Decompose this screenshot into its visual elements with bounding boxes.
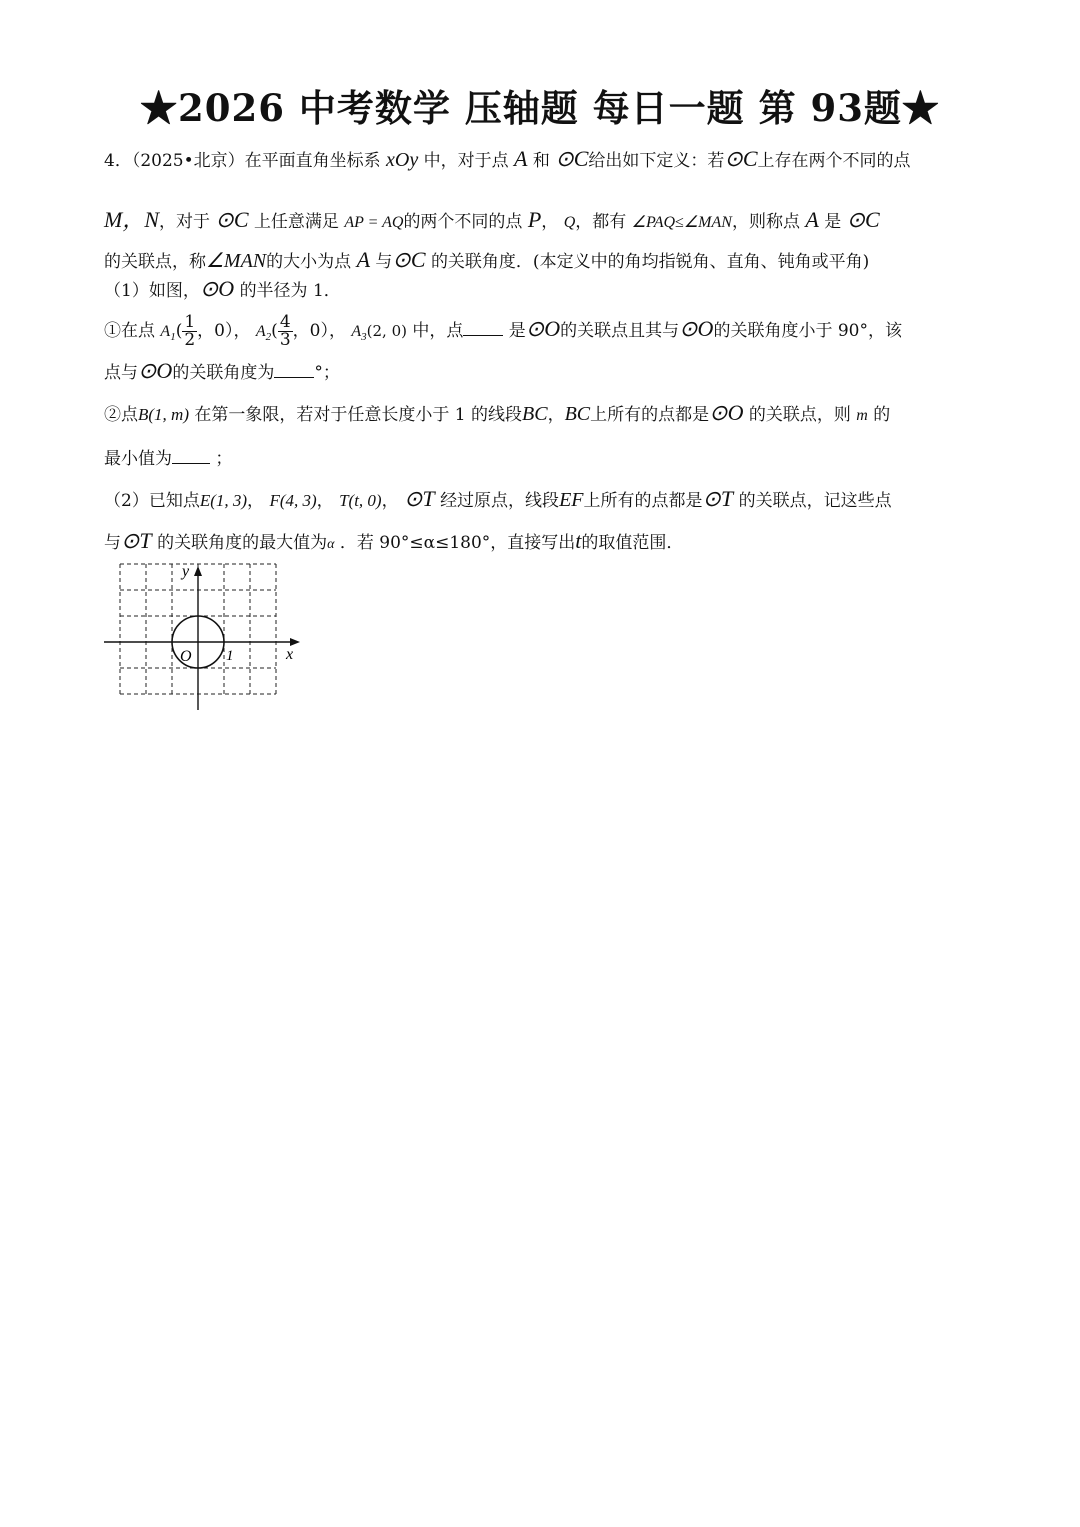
coordinate-grid-figure: [100, 562, 310, 714]
point-A: A: [514, 146, 528, 171]
equation-AP-AQ: AP = AQ: [344, 214, 404, 231]
part-2-line-2: [104, 528, 984, 554]
subscript: 3: [361, 331, 367, 344]
x-axis-arrow: [290, 638, 300, 646]
circle-T: ⊙T: [702, 486, 734, 511]
numerator: 1: [184, 312, 196, 332]
angle-MAN: ∠MAN: [206, 250, 267, 272]
text-segment: 的大小为点: [266, 252, 352, 272]
text-segment: ，: [541, 212, 559, 232]
text-segment: 的关联点，记这些点: [738, 491, 892, 511]
points-MN: M，N: [104, 207, 160, 232]
point-A2: [255, 323, 272, 344]
coord-system: xOy: [386, 149, 419, 171]
circle-C: ⊙C: [846, 207, 880, 232]
text-segment: 上任意满足: [253, 212, 339, 232]
angle-inequality: ∠PAQ≤∠MAN: [631, 214, 732, 231]
variable-alpha: α: [327, 537, 335, 552]
text-segment: ，: [381, 491, 399, 511]
text-segment: 的半径为 1．: [239, 281, 341, 301]
text-segment: 在第一象限，若对于任意长度小于 1 的线段: [194, 405, 523, 425]
text-segment: 和: [532, 151, 550, 171]
text-segment: 的关联点且其与: [560, 321, 680, 341]
label: A: [160, 323, 171, 340]
numerator: 4: [279, 312, 291, 332]
circle-O: ⊙O: [138, 358, 173, 383]
text-segment: 上所有的点都是: [590, 405, 710, 425]
text-segment: 的: [873, 405, 891, 425]
text-segment: （1）如图，: [104, 281, 200, 301]
text-segment: 上所有的点都是: [583, 491, 703, 511]
text-segment: ；: [215, 449, 233, 469]
text-segment: ①在点: [104, 321, 155, 341]
circle-C: ⊙C: [215, 207, 249, 232]
text-segment: 在平面直角坐标系: [244, 151, 381, 171]
point-E: E(1, 3): [199, 491, 248, 510]
text-segment: 的关联点，称: [104, 252, 206, 272]
tick-label-1: 1: [226, 648, 234, 664]
fraction-A2: [278, 314, 293, 349]
y-axis-arrow: [194, 566, 202, 576]
question-2-line-2: [104, 444, 984, 469]
variable-t: t: [575, 528, 582, 553]
circle-T: ⊙T: [121, 528, 152, 553]
text-segment: 的关联角度为: [172, 363, 275, 383]
question-1-line-1: ①在点 $A_1$( $\frac{1}{2}$ ，0）， $A_2$( $\frac{4}{3}$ ，0）， $A_3(2$, 0) 中，点 是⊙O的关联点且其与⊙O的关联角度小于 90°，该: [104, 312, 902, 350]
answer-blank-3[interactable]: [172, 449, 210, 464]
circle-O: ⊙O: [199, 276, 235, 301]
problem-number: 4．: [104, 151, 132, 171]
coordinate: (2, 0): [366, 322, 407, 340]
text-segment: 的关联角度的最大值为: [157, 533, 328, 553]
variable-m: m: [856, 407, 868, 424]
point-T: T(t, 0): [339, 491, 382, 510]
problem-source: （2025•北京）: [131, 151, 245, 171]
text-segment: （2）已知点: [104, 491, 200, 511]
text-segment: ，: [547, 405, 565, 425]
subscript: 1: [170, 331, 176, 344]
y-axis-label: y: [182, 563, 190, 580]
label: A: [351, 323, 362, 340]
text-segment: 中，对于点: [423, 151, 509, 171]
part-2-line-1: [104, 486, 984, 512]
text-segment: ②点: [104, 405, 138, 425]
point-A3: [351, 323, 367, 344]
circle-O: ⊙O: [525, 316, 561, 341]
text-segment: 是: [824, 212, 842, 232]
question-2-line-1: [104, 400, 984, 426]
denominator: 3: [279, 330, 291, 350]
point-A: A: [805, 207, 819, 232]
text-segment: ，则称点: [731, 212, 800, 232]
text-segment: 的两个不同的点: [403, 212, 523, 232]
text-segment: ，: [316, 491, 334, 511]
part-1-intro: [104, 276, 984, 302]
page-title: ★2026 中考数学 压轴题 每日一题 第 93题★: [140, 86, 940, 130]
text-segment: ．若 90°≤α≤180°，直接写出: [339, 533, 576, 553]
text-segment: ，: [247, 491, 265, 511]
question-1-line-2: [104, 358, 984, 384]
text-segment: ，对于: [159, 212, 211, 232]
circle-C: ⊙C: [392, 247, 426, 272]
label: A: [255, 323, 266, 340]
circle-C: ⊙C: [555, 146, 589, 171]
segment-BC: BC: [564, 403, 591, 425]
subscript: 2: [265, 331, 272, 344]
point-A: A: [356, 247, 371, 272]
segment-BC: BC: [522, 403, 548, 425]
point-Q: Q: [563, 214, 576, 231]
text-segment: 经过原点，线段: [440, 491, 560, 511]
point-A1: [160, 323, 176, 344]
circle-T: ⊙T: [403, 486, 435, 511]
text-segment: 的关联角度．(本定义中的角均指锐角、直角、钝角或平角): [430, 252, 870, 272]
origin-label: O: [180, 648, 192, 665]
problem-line-1: [104, 146, 984, 172]
text-segment: °；: [314, 363, 340, 383]
text-segment: ，0）: [197, 321, 234, 341]
answer-blank-1[interactable]: [463, 321, 503, 336]
text-segment: ，0）: [292, 321, 329, 341]
point-B: B(1, m): [138, 405, 189, 424]
text-segment: 中，点: [412, 321, 464, 341]
fraction-A1: [182, 314, 197, 349]
circle-C: ⊙C: [724, 146, 758, 171]
text-segment: 与: [104, 533, 121, 553]
text-segment: ，都有: [575, 212, 627, 232]
text-segment: 点与: [104, 363, 138, 383]
point-F: F(4, 3): [269, 491, 317, 510]
answer-blank-2[interactable]: [274, 363, 314, 378]
point-P: P: [527, 207, 542, 232]
segment-EF: EF: [559, 489, 584, 511]
text-segment: 的取值范围．: [581, 533, 684, 553]
denominator: 2: [184, 330, 196, 350]
text-segment: 的关联点，则: [748, 405, 851, 425]
text-segment: 最小值为: [104, 449, 172, 469]
circle-O: ⊙O: [709, 400, 744, 425]
problem-line-3: [104, 247, 984, 273]
text-segment: 与: [375, 252, 393, 272]
text-segment: 给出如下定义：若: [588, 151, 725, 171]
circle-O: ⊙O: [679, 316, 714, 341]
text-segment: 是: [508, 321, 526, 341]
problem-line-2: [104, 203, 984, 234]
x-axis-label: x: [286, 646, 294, 663]
text-segment: 的关联角度小于 90°，该: [713, 321, 902, 341]
text-segment: 上存在两个不同的点: [757, 151, 911, 171]
